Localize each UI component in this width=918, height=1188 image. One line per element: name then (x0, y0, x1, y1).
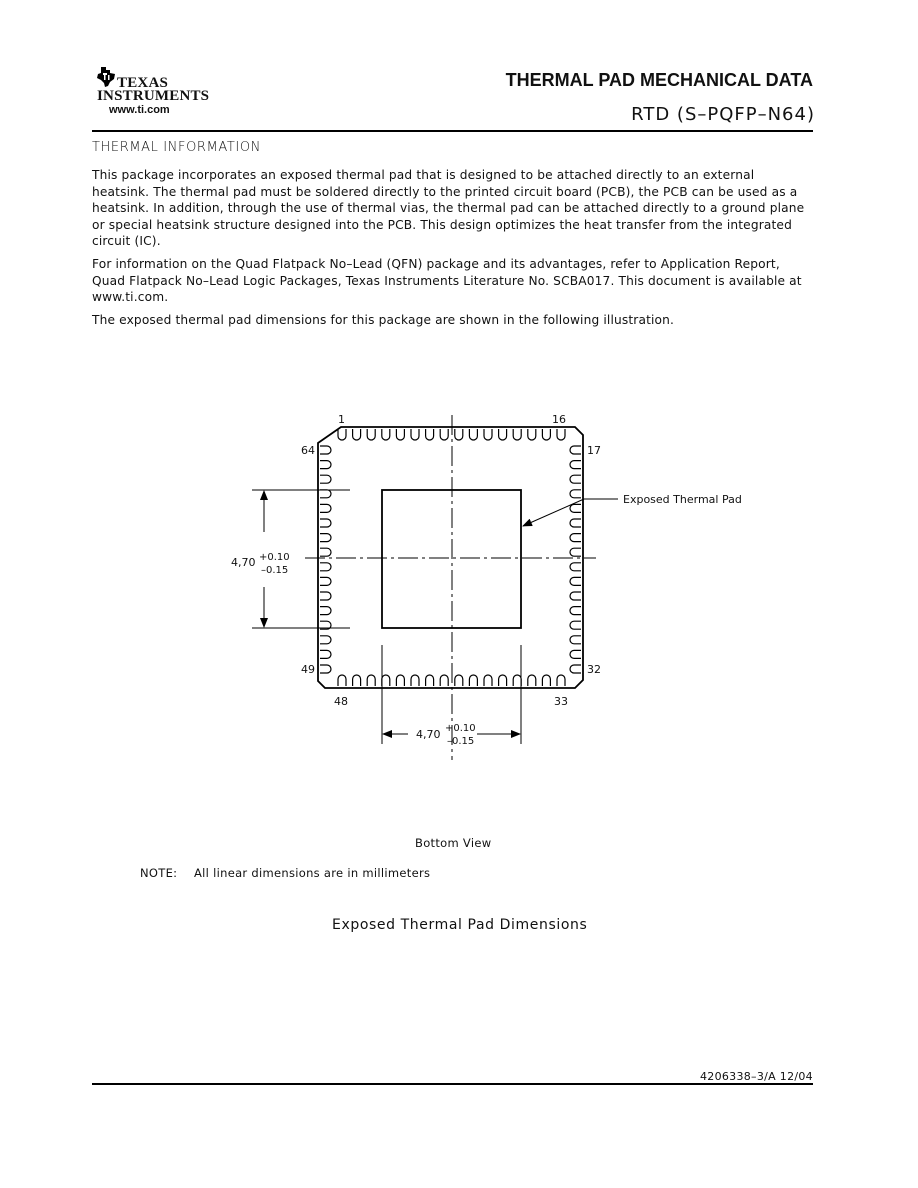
view-label: Bottom View (415, 836, 492, 850)
pin (320, 592, 331, 600)
pin (499, 675, 507, 686)
pin-label-17: 17 (587, 444, 601, 457)
pin (320, 461, 331, 469)
dim-horizontal-nominal: 4,70 (416, 728, 441, 741)
pin (320, 607, 331, 615)
pin (320, 534, 331, 542)
pin-label-32: 32 (587, 663, 601, 676)
pin (499, 429, 507, 440)
package-outline (318, 427, 583, 688)
pin (528, 429, 536, 440)
pin (411, 429, 419, 440)
pin (382, 675, 390, 686)
pin (570, 636, 581, 644)
pin (469, 429, 477, 440)
pin (570, 607, 581, 615)
pin (542, 429, 550, 440)
pin (570, 534, 581, 542)
pin (320, 636, 331, 644)
pin-label-48: 48 (334, 695, 348, 708)
pin (570, 665, 581, 673)
pin (513, 429, 521, 440)
pin (411, 675, 419, 686)
pin (367, 429, 375, 440)
pin (528, 675, 536, 686)
pin (570, 621, 581, 629)
pin (570, 650, 581, 658)
pin (396, 429, 404, 440)
pin (570, 548, 581, 556)
dim-horizontal-plus: +0.10 (445, 723, 476, 734)
pin (320, 504, 331, 512)
pin (570, 461, 581, 469)
pin (426, 675, 434, 686)
paragraph-3: The exposed thermal pad dimensions for this package are shown in the following illustration. (92, 313, 675, 327)
brand-line2: INSTRUMENTS (97, 88, 210, 104)
pin (320, 548, 331, 556)
pins-left (320, 446, 331, 673)
brand-line1: TEXAS (117, 75, 169, 91)
pin (320, 490, 331, 498)
pin (557, 675, 565, 686)
pin (440, 675, 448, 686)
pin (353, 429, 361, 440)
pin (338, 675, 346, 686)
pin (570, 592, 581, 600)
pin-label-64: 64 (301, 444, 315, 457)
pad-label: Exposed Thermal Pad (623, 493, 742, 506)
pin (570, 504, 581, 512)
page-title: THERMAL PAD MECHANICAL DATA (505, 70, 813, 90)
pin (320, 665, 331, 673)
pin (426, 429, 434, 440)
section-title: THERMAL INFORMATION (92, 140, 261, 155)
pins-right (570, 446, 581, 673)
pin (320, 577, 331, 585)
pin-label-49: 49 (301, 663, 315, 676)
pin (320, 475, 331, 483)
pin (440, 429, 448, 440)
pin (570, 519, 581, 527)
pin (570, 475, 581, 483)
pin (353, 675, 361, 686)
pin-label-33: 33 (554, 695, 568, 708)
brand-url[interactable]: www.ti.com (109, 104, 170, 116)
footer-rule (92, 1083, 813, 1085)
dim-vertical-minus: –0.15 (261, 565, 289, 576)
dim-vertical-plus: +0.10 (259, 552, 290, 563)
pin (557, 429, 565, 440)
document-number: 4206338–3/A 12/04 (699, 1070, 813, 1083)
page-subtitle: RTD (S–PQFP–N64) (631, 104, 815, 125)
pin (455, 429, 463, 440)
pin (570, 577, 581, 585)
note-label: NOTE: (140, 866, 178, 880)
pin (469, 675, 477, 686)
pin (570, 490, 581, 498)
paragraph-2: For information on the Quad Flatpack No–Lead (QFN) package and its advantages, refer to Application Report, Quad Flatpack No–Lead Logic Packages, Texas Instruments Literature No. SCBA017. This document is available at www.ti.com. (92, 257, 802, 304)
paragraph-1: This package incorporates an exposed thermal pad that is designed to be attached directly to an external heatsink. The thermal pad must be soldered directly to the printed circuit board (PCB), the PCB can be used as a heatsink. In addition, through the use of thermal vias, the thermal pad can be attached directly to a ground plane or special heatsink structure designed into the PCB. This design optimizes the heat transfer from the integrated circuit (IC). (92, 168, 805, 248)
pin (320, 519, 331, 527)
pin (320, 563, 331, 571)
pin (382, 429, 390, 440)
pin (570, 446, 581, 454)
pin (455, 675, 463, 686)
dim-vertical-nominal: 4,70 (231, 556, 256, 569)
pin (484, 675, 492, 686)
pin (484, 429, 492, 440)
note-text: All linear dimensions are in millimeters (194, 866, 431, 880)
dim-horizontal-minus: –0.15 (447, 736, 475, 747)
pin (396, 675, 404, 686)
pin (338, 429, 346, 440)
pin (513, 675, 521, 686)
pin (320, 650, 331, 658)
pin (320, 446, 331, 454)
pin (542, 675, 550, 686)
pin-label-16: 16 (552, 413, 566, 426)
figure-title: Exposed Thermal Pad Dimensions (332, 917, 588, 933)
pin-label-1: 1 (338, 413, 345, 426)
pin (367, 675, 375, 686)
pin (570, 563, 581, 571)
